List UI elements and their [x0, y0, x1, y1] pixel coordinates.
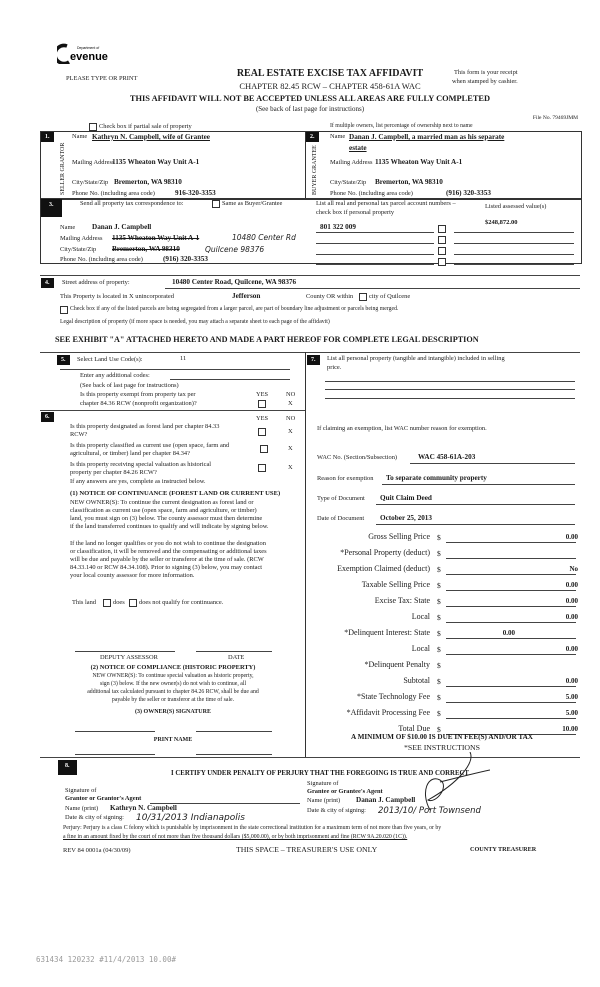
fee-line	[446, 622, 576, 623]
notice-text: your local county assessor for more information.	[70, 572, 195, 579]
city-checkbox[interactable]	[359, 293, 367, 301]
seller-city-label: City/State/Zip	[72, 179, 109, 186]
correspondence-label: Send all property tax correspondence to:	[80, 200, 184, 207]
exempt-yes-checkbox[interactable]	[258, 400, 266, 408]
grantor-name[interactable]: Kathryn N. Campbell	[110, 804, 177, 812]
historical-question: Is this property receiving special valuation as historical	[70, 461, 212, 468]
fee-label: *Personal Property (deduct)	[340, 548, 430, 557]
corr-phone-label: Phone No. (including area code)	[60, 256, 143, 263]
exemption-label: If claiming an exemption, list WAC number reason for exemption.	[317, 425, 487, 432]
dollar-sign: $	[437, 565, 441, 574]
dollar-sign: $	[437, 645, 441, 654]
revenue-logo-icon	[57, 42, 113, 64]
notice-text: NEW OWNER(S): To continue special valuation as historic property,	[92, 673, 254, 679]
legal-description-label: Legal description of property (if more space is needed, you may attach a separate sheet to each page of the affidavit)	[60, 319, 330, 325]
buyer-mailing-label: Mailing Address	[330, 159, 373, 166]
this-land-label: This land	[72, 599, 96, 606]
file-number: File No. 79469JMM	[532, 115, 578, 121]
form-chapter: CHAPTER 82.45 RCW – CHAPTER 458-61A WAC	[239, 81, 421, 91]
receipt-note-2: when stamped by cashier.	[452, 78, 518, 85]
corr-city-label: City/State/Zip	[60, 246, 97, 253]
wac-line	[410, 463, 575, 464]
fee-label: Subtotal	[403, 676, 430, 685]
see-back-note: (See back of last page for instructions)	[80, 382, 179, 389]
doc-type-line	[376, 504, 575, 505]
deputy-assessor-line[interactable]	[75, 651, 175, 652]
seller-city[interactable]: Bremerton, WA 98310	[114, 178, 182, 186]
parcel-number[interactable]: 801 322 009	[320, 223, 356, 231]
form-warning: THIS AFFIDAVIT WILL NOT BE ACCEPTED UNLESS ALL AREAS ARE FULLY COMPLETED	[129, 94, 491, 103]
dollar-sign: $	[437, 725, 441, 734]
fee-value[interactable]: 0.00	[565, 677, 578, 685]
fee-line	[446, 574, 576, 575]
buyer-name-label: Name	[330, 133, 346, 140]
parcel-line	[316, 264, 434, 265]
segregated-checkbox[interactable]	[60, 306, 68, 314]
value-line	[454, 243, 574, 244]
county-or-label: County OR within	[306, 293, 354, 300]
fee-line	[446, 702, 576, 703]
date-line[interactable]	[196, 651, 272, 652]
fee-value[interactable]: 10.00	[562, 725, 578, 733]
document-type[interactable]: Quit Claim Deed	[380, 494, 432, 502]
personal-property-label: List all personal property (tangible and intangible) included in selling	[327, 355, 505, 362]
fee-value[interactable]: 5.00	[565, 693, 578, 701]
see-instructions-note: *SEE INSTRUCTIONS	[403, 743, 481, 752]
partial-sale-label: Check box if partial sale of property	[99, 123, 192, 130]
located-label: This Property is located in X unincorporated	[60, 293, 174, 300]
treasurer-space-label: THIS SPACE – TREASURER'S USE ONLY	[236, 845, 378, 854]
certify-statement: I CERTIFY UNDER PENALTY OF PERJURY THAT THE FOREGOING IS TRUE AND CORRECT	[171, 770, 469, 777]
does-qualify-checkbox[interactable]	[103, 599, 111, 607]
corr-city-handwritten: Quilcene 98376	[205, 245, 265, 254]
additional-codes-line[interactable]	[170, 379, 290, 380]
property-street[interactable]: 10480 Center Road, Quilcene, WA 98376	[172, 278, 297, 286]
grantor-date-city[interactable]: 10/31/2013 Indianapolis	[136, 813, 245, 823]
personal-property-checkbox[interactable]	[438, 258, 446, 266]
print-name-label: PRINT NAME	[153, 737, 193, 743]
dollar-sign: $	[437, 661, 441, 670]
buyer-phone-label: Phone No. (including area code)	[330, 190, 413, 197]
divider	[40, 352, 580, 353]
owner-signature-label: (3) OWNER(S) SIGNATURE	[135, 709, 211, 715]
receipt-note: This form is your receipt	[454, 69, 518, 76]
divider	[40, 757, 580, 758]
signature-line[interactable]	[196, 731, 272, 732]
fee-line	[446, 590, 576, 591]
corr-mailing-label: Mailing Address	[60, 235, 103, 242]
doc-date-line	[376, 524, 575, 525]
assessed-value[interactable]: $248,872.00	[485, 219, 518, 226]
exempt-question: Is this property exempt from property tax per	[80, 391, 196, 398]
fee-line	[446, 686, 576, 687]
current-use-question: Is this property classified as current use (open space, farm and	[70, 442, 230, 449]
forest-question: Is this property designated as forest land per chapter 84.33	[70, 423, 220, 430]
buyer-phone[interactable]: (916) 320-3353	[446, 189, 491, 197]
buyer-name-cont[interactable]: estate	[349, 144, 367, 152]
form-revision: REV 84 0001a (04/30/09)	[63, 847, 131, 854]
seller-mailing-label: Mailing Address	[72, 159, 115, 166]
grantor-agent-label: Grantor or Grantor's Agent	[65, 795, 142, 802]
dollar-sign: $	[437, 549, 441, 558]
buyer-mailing[interactable]: 1135 Wheaton Way Unit A-1	[375, 158, 463, 166]
buyer-city-label: City/State/Zip	[330, 179, 367, 186]
legal-description: SEE EXHIBIT "A" ATTACHED HERETO AND MADE A PART HEREOF FOR COMPLETE LEGAL DESCRIPTION	[55, 335, 479, 344]
notice-text: classification as current use (open space, farm and agriculture, or timber)	[70, 507, 257, 514]
form-instructions: (See back of last page for instructions)	[255, 105, 365, 113]
reason-label: Reason for exemption	[317, 475, 374, 482]
seller-phone[interactable]: 916-320-3353	[175, 189, 216, 197]
personal-property-line[interactable]	[325, 389, 575, 390]
fee-label: Exemption Claimed (deduct)	[337, 564, 430, 573]
value-line	[454, 264, 574, 265]
fee-value[interactable]: 0.00	[565, 597, 578, 605]
notice-text: land, you must sign on (3) below. The county assessor must then determine	[70, 515, 263, 522]
current-use-yes-checkbox[interactable]	[260, 445, 268, 453]
fee-label: *Delinquent Interest: State	[344, 628, 430, 637]
dollar-sign: $	[437, 581, 441, 590]
grantor-date-label: Date & city of signing:	[65, 814, 124, 821]
buyer-side-label: BUYER GRANTEE	[312, 145, 318, 195]
forest-no-mark[interactable]: X	[288, 428, 293, 435]
fee-value[interactable]: 0.00	[565, 613, 578, 621]
does-not-qualify-checkbox[interactable]	[129, 599, 137, 607]
forest-yes-checkbox[interactable]	[258, 428, 266, 436]
fee-line	[446, 542, 576, 543]
corr-city[interactable]: Bremerton, WA 98310	[112, 245, 180, 253]
dollar-sign: $	[437, 629, 441, 638]
exempt-no-mark[interactable]: X	[288, 400, 293, 407]
seller-side-label: SELLER GRANTOR	[60, 142, 66, 195]
dollar-sign: $	[437, 709, 441, 718]
divider	[40, 410, 305, 411]
please-type: PLEASE TYPE OR PRINT	[66, 75, 138, 82]
cashier-stamp: 631434 120232 #11/4/2013 10.00#	[36, 955, 176, 964]
fee-line	[446, 558, 576, 559]
dollar-sign: $	[437, 613, 441, 622]
segregated-label: Check box if any of the listed parcels are being segregated from a larger parcel, are part of boundary line adjustment or parcels being merged.	[70, 306, 399, 312]
notice-text: 84.33.140 or RCW 84.34.108). Prior to signing (3) below, you may contact	[70, 564, 263, 571]
print-name-line[interactable]	[75, 754, 155, 755]
historical-question-cont: property per chapter 84.26 RCW?	[70, 469, 157, 476]
grantee-name[interactable]: Danan J. Campbell	[356, 796, 416, 804]
street-label: Street address of property:	[62, 279, 130, 286]
section-8-number: 8.	[58, 760, 77, 775]
section-5-number: 5.	[57, 355, 70, 365]
notice-text: payable by the seller or transferor at the time of sale.	[111, 697, 235, 703]
fee-label: *Affidavit Processing Fee	[346, 708, 430, 717]
divider	[40, 275, 580, 276]
notice-text: sign (3) below. If the new owner(s) do not wish to continue, all	[99, 681, 247, 687]
same-as-buyer-checkbox[interactable]	[212, 200, 220, 208]
same-as-buyer-label: Same as Buyer/Grantee	[222, 200, 283, 207]
county-name[interactable]: Jefferson	[232, 292, 261, 300]
additional-codes-label: Enter any additional codes:	[80, 372, 150, 379]
corr-name-label: Name	[60, 224, 76, 231]
dollar-sign: $	[437, 693, 441, 702]
land-use-label: Select Land Use Code(s):	[77, 356, 143, 363]
grantor-name-label: Name (print)	[65, 805, 99, 812]
fee-value[interactable]: 0.00	[565, 645, 578, 653]
divider	[60, 369, 290, 370]
land-use-code[interactable]: 11	[180, 355, 187, 362]
corr-mailing-handwritten: 10480 Center Rd	[232, 233, 296, 242]
grantee-date-label: Date & city of signing:	[307, 807, 366, 814]
parcel-line	[316, 254, 434, 255]
yes-header: YES	[256, 391, 269, 398]
signature-line[interactable]	[75, 731, 155, 732]
personal-property-checkbox[interactable]	[438, 225, 446, 233]
section-1-number: 1.	[41, 132, 54, 142]
doc-date-label: Date of Document	[317, 515, 365, 522]
grantor-signature-label: Signature of	[65, 787, 97, 794]
buyer-name[interactable]: Danan J. Campbell, a married man as his separate	[349, 133, 505, 141]
fee-label: Local	[411, 644, 430, 653]
historical-no-mark[interactable]: X	[288, 464, 293, 471]
section-2-number: 2.	[306, 132, 319, 142]
notice-text: additional tax calculated pursuant to chapter 84.26 RCW, shall be due and	[87, 689, 259, 695]
section-6-number: 6.	[41, 412, 54, 422]
parcel-line	[316, 232, 434, 233]
fee-label: Taxable Selling Price	[361, 580, 430, 589]
notice-text: NEW OWNER(S): To continue the current designation as forest land or	[70, 499, 254, 506]
notice-continuance-title: (1) NOTICE OF CONTINUANCE (FOREST LAND OR CURRENT USE)	[70, 490, 281, 497]
section-3-number: 3.	[41, 199, 62, 217]
current-use-question-cont: agricultural, or timber) land per chapter 84.34?	[70, 450, 190, 457]
personal-property-line[interactable]	[325, 398, 575, 399]
fee-label: *State Technology Fee	[356, 692, 430, 701]
notice-compliance-title: (2) NOTICE OF COMPLIANCE (HISTORIC PROPERTY)	[90, 664, 256, 671]
wac-number[interactable]: WAC 458-61A-203	[418, 453, 476, 461]
fee-label: *Delinquent Penalty	[364, 660, 430, 669]
perjury-note: Perjury: Perjury is a class C felony which is punishable by imprisonment in the state correctional institution for a maximum term of not more than five years, or by	[63, 825, 442, 831]
section-4-number: 4.	[41, 278, 54, 288]
grantee-agent-label: Grantee or Grantee's Agent	[307, 788, 383, 795]
personal-property-checkbox[interactable]	[438, 236, 446, 244]
fee-value[interactable]: 5.00	[565, 709, 578, 717]
svg-text:evenue: evenue	[70, 51, 108, 63]
fee-line	[446, 606, 576, 607]
county-treasurer-label: COUNTY TREASURER	[470, 846, 537, 853]
partial-sale-checkbox[interactable]	[89, 123, 97, 131]
reason-line	[382, 484, 575, 485]
dollar-sign: $	[437, 597, 441, 606]
parcel-line	[316, 243, 434, 244]
parcel-label: List all real and personal tax parcel account numbers – check box if personal property	[316, 200, 456, 216]
multiple-owners-note: If multiple owners, list percentage of ownership next to name	[330, 123, 473, 129]
minimum-fee-note: A MINIMUM OF $10.00 IS DUE IN FEE(S) AND/OR TAX	[351, 733, 533, 741]
street-line	[165, 288, 580, 289]
personal-property-label-cont: price.	[327, 364, 342, 371]
doc-type-label: Type of Document	[317, 495, 365, 502]
form-title: REAL ESTATE EXCISE TAX AFFIDAVIT	[236, 68, 424, 79]
svg-text:Department of: Department of	[77, 46, 100, 50]
buyer-city[interactable]: Bremerton, WA 98310	[375, 178, 443, 186]
if-yes-note: If any answers are yes, complete as instructed below.	[70, 478, 206, 485]
seller-name-label: Name	[72, 133, 88, 140]
perjury-note-cont: a fine in an amount fixed by the court of not more than five thousand dollars ($5,000.00), or by both imprisonment and fine (RCW 9A.20.020 (1C)).	[63, 834, 408, 840]
fee-label: Local	[411, 612, 430, 621]
historical-yes-checkbox[interactable]	[258, 464, 266, 472]
fee-label: Gross Selling Price	[368, 532, 430, 541]
section-7-number: 7.	[307, 355, 320, 365]
seller-mailing[interactable]: 1135 Wheaton Way Unit A-1	[112, 158, 200, 166]
dollar-sign: $	[437, 533, 441, 542]
no-header: NO	[286, 391, 296, 398]
grantee-date-city[interactable]: 2013/10/ Port Townsend	[378, 806, 481, 816]
document-date[interactable]: October 25, 2013	[380, 514, 432, 522]
corr-name[interactable]: Danan J. Campbell	[92, 223, 152, 231]
corr-phone[interactable]: (916) 320-3353	[163, 255, 208, 263]
personal-property-checkbox[interactable]	[438, 247, 446, 255]
value-line	[454, 254, 574, 255]
dollar-sign: $	[437, 677, 441, 686]
does-not-label: does not qualify for continuance.	[139, 599, 224, 606]
fee-line	[446, 654, 576, 655]
no-header: NO	[286, 415, 296, 422]
seller-name[interactable]: Kathryn N. Campbell, wife of Grantee	[92, 133, 210, 141]
fee-value[interactable]: No	[569, 565, 578, 573]
seller-phone-label: Phone No. (including area code)	[72, 190, 155, 197]
assessed-label: Listed assessed value(s)	[485, 203, 547, 210]
exempt-question-cont: chapter 84.36 RCW (nonprofit organization)?	[80, 400, 197, 407]
grantee-signature-label: Signature of	[307, 780, 339, 787]
divider	[305, 352, 306, 757]
does-label: does	[113, 599, 125, 606]
fee-line	[446, 638, 576, 639]
fee-value[interactable]: 0.00	[502, 629, 515, 637]
fee-label: Total Due	[398, 724, 430, 733]
personal-property-line[interactable]	[325, 381, 575, 382]
city-of-label: city of Quilcene	[369, 293, 411, 300]
notice-text: will be due and payable by the seller or transferor at the time of sale. (RCW	[70, 556, 264, 563]
notice-text: If the land no longer qualifies or you do not wish to continue the designation	[70, 540, 266, 547]
wac-label: WAC No. (Section/Subsection)	[317, 454, 398, 461]
current-use-no-mark[interactable]: X	[288, 445, 293, 452]
fee-label: Excise Tax: State	[374, 596, 430, 605]
deputy-assessor-label: DEPUTY ASSESSOR	[100, 654, 158, 661]
notice-text: or classification, it will be removed and the compensating or additional taxes	[70, 548, 267, 555]
print-name-line[interactable]	[196, 754, 272, 755]
forest-question-cont: RCW?	[70, 431, 88, 438]
exemption-reason[interactable]: To separate community property	[386, 474, 487, 482]
fee-value[interactable]: 0.00	[565, 533, 578, 541]
corr-mailing[interactable]: 1135 Wheaton Way Unit A-1	[112, 234, 200, 242]
notice-text: if the land transferred continues to qualify and will indicate by signing below.	[70, 523, 269, 530]
date-label: DATE	[228, 654, 245, 661]
yes-header: YES	[256, 415, 269, 422]
fee-line	[446, 718, 576, 719]
fee-value[interactable]: 0.00	[565, 581, 578, 589]
dor-logo	[57, 42, 113, 64]
grantee-name-label: Name (print)	[307, 797, 341, 804]
value-line	[454, 232, 574, 233]
